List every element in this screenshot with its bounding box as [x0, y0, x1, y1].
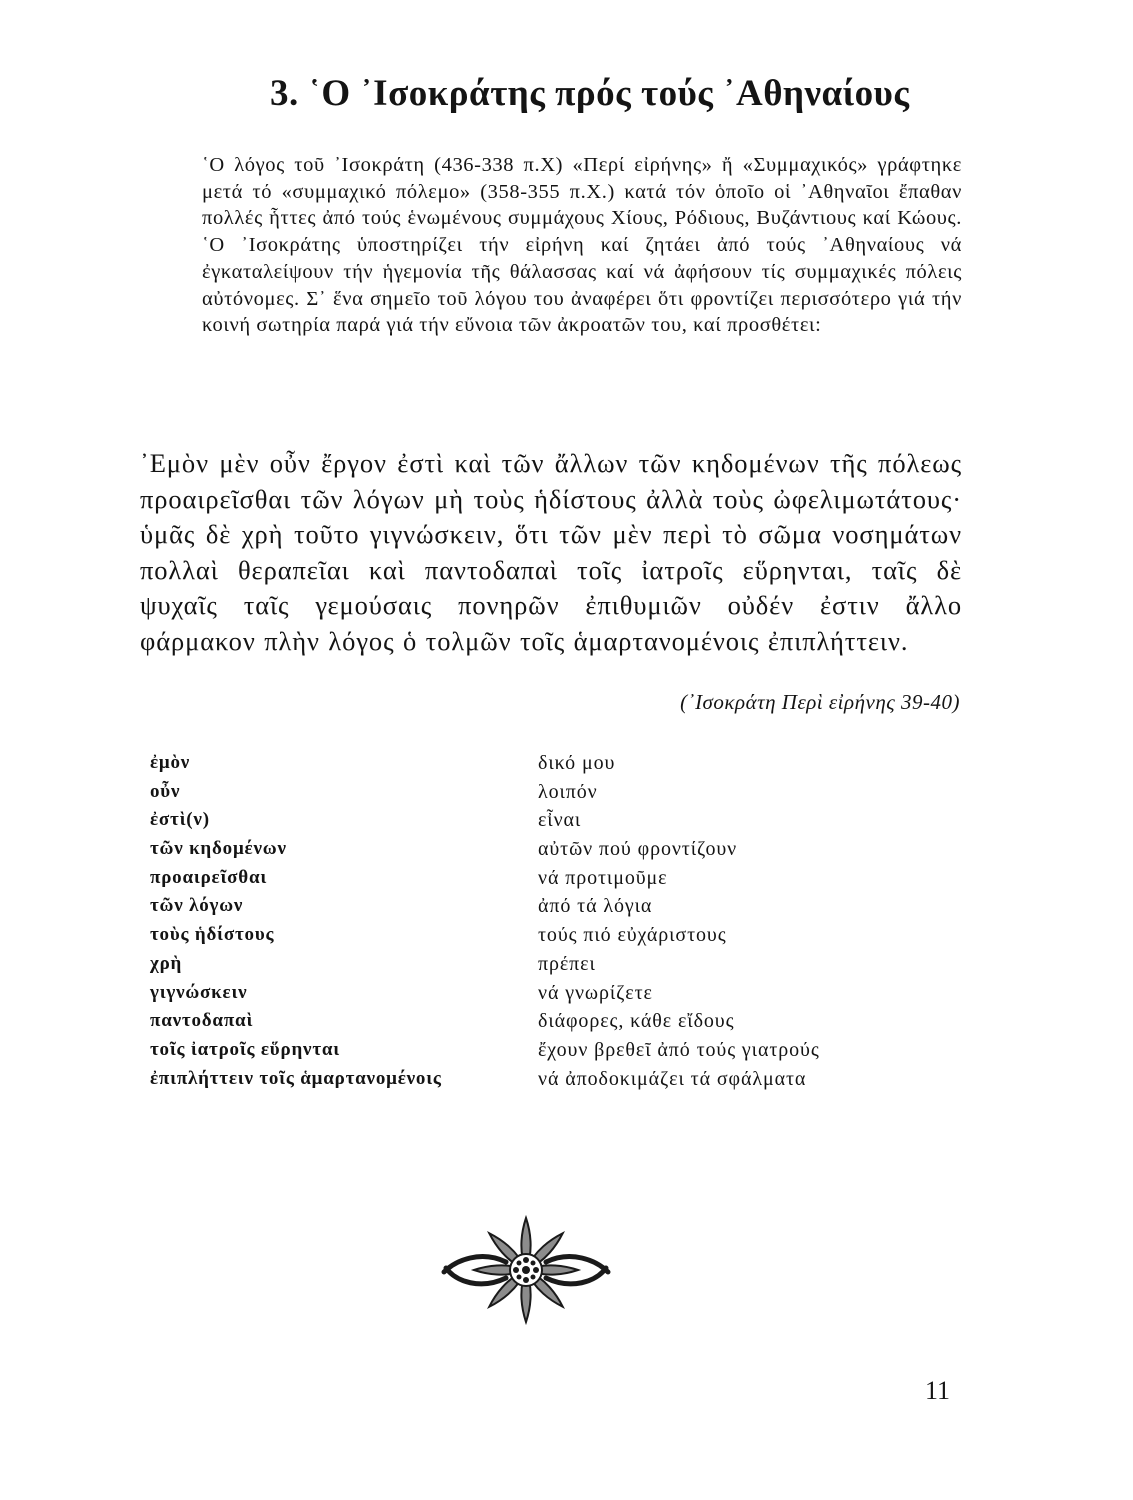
glossary-definition: αὐτῶν πού φροντίζουν — [538, 838, 738, 861]
glossary-row — [150, 1039, 950, 1068]
glossary-row — [150, 1068, 950, 1097]
glossary-term: γιγνώσκειν — [150, 981, 248, 1003]
glossary-row — [150, 838, 950, 867]
quote-citation: (᾿Ισοκράτη Περὶ εἰρήνης 39-40) — [680, 690, 960, 714]
glossary-term: τῶν λόγων — [150, 895, 244, 917]
glossary-term: ἐμὸν — [150, 752, 191, 773]
glossary-row — [150, 924, 950, 953]
glossary-row — [150, 895, 950, 924]
glossary-definition: λοιπόν — [538, 780, 598, 803]
page-number: 11 — [924, 1376, 950, 1405]
flower-ornament-icon — [436, 1212, 616, 1332]
glossary-row — [150, 781, 950, 810]
glossary-definition: εἶναι — [538, 809, 582, 832]
glossary-definition: πρέπει — [538, 952, 596, 975]
glossary-definition: ἀπό τά λόγια — [538, 895, 653, 918]
glossary-row — [150, 809, 950, 838]
glossary-term: οὖν — [150, 780, 181, 802]
glossary-term: παντοδαπαὶ — [150, 1010, 254, 1032]
glossary-term: ἐπιπλήττειν τοῖς ἁμαρτανομένοις — [150, 1067, 442, 1089]
glossary-row — [150, 867, 950, 896]
page-title: 3. ῾Ο ᾿Ισοκράτης πρός τούς ᾿Αθηναίους — [270, 73, 910, 114]
glossary-list — [150, 752, 950, 1096]
glossary-definition: νά ἀποδοκιμάζει τά σφάλματα — [538, 1067, 807, 1090]
glossary-row — [150, 982, 950, 1011]
glossary-term: ἐστὶ(ν) — [150, 809, 210, 831]
glossary-term: τῶν κηδομένων — [150, 838, 287, 860]
glossary-definition: νά προτιμοῦμε — [538, 866, 668, 889]
glossary-term: προαιρεῖσθαι — [150, 866, 268, 888]
glossary-row — [150, 953, 950, 982]
glossary-definition: τούς πιό εὐχάριστους — [538, 924, 727, 947]
glossary-definition: ἔχουν βρεθεῖ ἀπό τούς γιατρούς — [538, 1038, 820, 1061]
glossary-term: χρὴ — [150, 952, 183, 974]
glossary-definition: διάφορες, κάθε εἴδους — [538, 1010, 735, 1033]
glossary-row — [150, 1010, 950, 1039]
glossary-term: τοὺς ἡδίστους — [150, 924, 275, 946]
glossary-term: τοῖς ἰατροῖς εὕρηνται — [150, 1038, 340, 1060]
glossary-definition: νά γνωρίζετε — [538, 981, 653, 1004]
glossary-row — [150, 752, 950, 781]
glossary-definition: δικό μου — [538, 752, 616, 774]
ancient-greek-quote: ᾿Εμὸν μὲν οὖν ἔργον ἐστὶ καὶ τῶν ἄλλων τῶν κηδομένων τῆς πόλεως προαιρεῖσθαι τῶν λόγων μὴ τοὺς ἡδίστους ἀλλὰ τοὺς ὠφελιμωτάτους· ὑμᾶς δὲ χρὴ τοῦτο γιγνώσκειν, ὅτι τῶν μὲν περὶ τὸ σῶμα νοσημάτων πολλαὶ θεραπεῖαι καὶ παντοδαπαὶ τοῖς ἰατροῖς εὕρηνται, ταῖς δὲ ψυχαῖς ταῖς γεμούσαις πονηρῶν ἐπιθυμιῶν οὐδέν ἐστιν ἄλλο φάρμακον πλὴν λόγος ὁ τολμῶν τοῖς ἁμαρτανομένοις ἐπιπλήττειν. — [140, 448, 962, 656]
intro-paragraph: ῾Ο λόγος τοῦ ᾿Ισοκράτη (436-338 π.Χ) «Περί εἰρήνης» ἤ «Συμμαχικός» γράφτηκε μετά τό «συμμαχικό πόλεμο» (358-355 π.Χ.) κατά τόν ὁποῖο οἱ ᾿Αθηναῖοι ἔπαθαν πολλές ἧττες ἀπό τούς ἑνωμένους συμμάχους Χίους, Ρόδιους, Βυζάντιους καί Κώους. ῾Ο ᾿Ισοκράτης ὑποστηρίζει τήν εἰρήνη καί ζητάει ἀπό τούς ᾿Αθηναίους νά ἐγκαταλείψουν τήν ἡγεμονία τῆς θάλασσας καί νά ἀφήσουν τίς συμμαχικές πόλεις αὐτόνομες. Σ᾿ ἕνα σημεῖο τοῦ λόγου του ἀναφέρει ὅτι φροντίζει περισσότερο γιά τήν κοινή σωτηρία παρά γιά τήν εὔνοια τῶν ἀκροατῶν του, καί προσθέτει: — [202, 154, 962, 337]
